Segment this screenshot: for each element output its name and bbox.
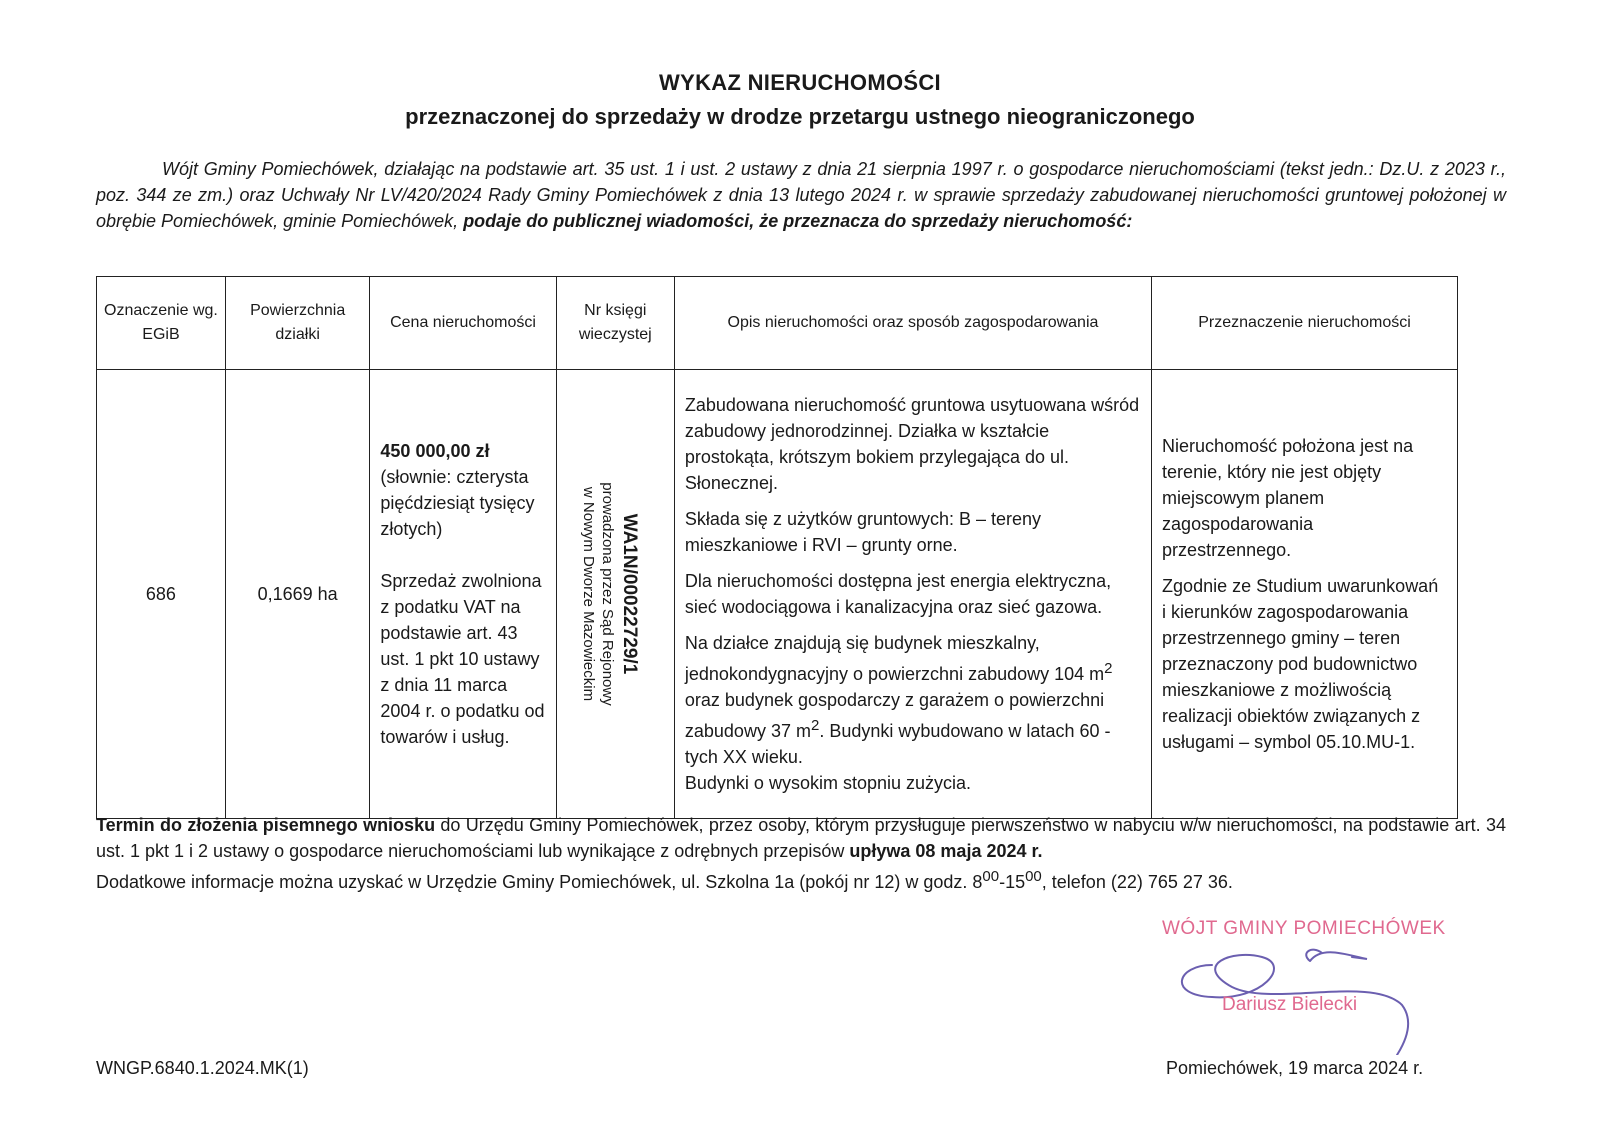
cell-przeznaczenie xyxy=(1152,370,1458,819)
header-ksiega: Nr księgi wieczystej xyxy=(556,277,674,370)
contact-text-3: , telefon (22) 765 27 36. xyxy=(1041,872,1233,892)
price-in-words: (słownie: czterysta pięćdziesiąt tysięcy złotych) xyxy=(380,467,535,539)
superscript-2-b: 2 xyxy=(810,717,820,734)
land-register-vertical xyxy=(579,394,641,794)
footer-info xyxy=(96,812,1506,895)
opis-paragraph-2: Składa się z użytków gruntowych: B – tereny mieszkaniowe i RVI – grunty orne. xyxy=(684,509,1042,555)
cell-ksiega xyxy=(556,370,674,819)
table-header-row xyxy=(97,277,1458,370)
vat-note: Sprzedaż zwolniona z podatku VAT na podstawie art. 43 ust. 1 pkt 10 ustawy z dnia 11 marca 2004 r. o podatku od towarów i usług. xyxy=(380,571,545,747)
deadline-date: upływa 08 maja 2024 r. xyxy=(849,841,1043,861)
opis-paragraph-5: Budynki o wysokim stopniu zużycia. xyxy=(684,773,972,793)
document-title: WYKAZ NIERUCHOMOŚCI xyxy=(659,70,941,95)
opis-paragraph-4 xyxy=(685,630,1141,770)
intro-text: Wójt Gminy Pomiechówek, działając na podstawie art. 35 ust. 1 i ust. 2 ustawy z dnia 21 sierpnia 1997 r. o gospodarce nieruchomościami (tekst jedn.: Dz.U. z 2023 r., poz. 344 ze zm.) oraz Uchwały Nr LV/420/2024 Rady Gminy Pomiechówek z dnia 13 lutego 2024 r. w sprawie sprzedaży zabudowanej nieruchomości gruntowej położonej w obrębie Pomiechówek, gminie Pomiechówek, xyxy=(96,159,1506,231)
cell-opis xyxy=(674,370,1151,819)
intro-bold-text: podaje do publicznej wiadomości, że przeznacza do sprzedaży nieruchomość: xyxy=(463,211,1133,231)
hours-sup-2: 00 xyxy=(1025,868,1042,885)
opis-p4-part1: Na działce znajdują się budynek mieszkalny, jednokondygnacyjny o powierzchni zabudowy 104 m xyxy=(684,633,1105,684)
opis-p4-part3: . Budynki wybudowano w latach 60 -tych XX wieku. xyxy=(684,721,1111,767)
document-reference: WNGP.6840.1.2024.MK(1) xyxy=(96,1058,309,1078)
opis-paragraph-3: Dla nieruchomości dostępna jest energia elektryczna, sieć wodociągowa i kanalizacyjna oraz sieć gazowa. xyxy=(684,571,1112,617)
intro-paragraph xyxy=(96,156,1506,234)
przeznaczenie-paragraph-2: Zgodnie ze Studium uwarunkowań i kierunków zagospodarowania przestrzennego gminy – teren przeznaczony pod budownictwo mieszkaniowe z możliwością realizacji obiektów związanych z usługami – symbol 05.10.MU-1. xyxy=(1162,576,1439,752)
header-cena: Cena nieruchomości xyxy=(370,277,556,370)
przeznaczenie-paragraph-1: Nieruchomość położona jest na terenie, który nie jest objęty miejscowym planem zagospodarowania przestrzennego. xyxy=(1162,436,1414,560)
contact-text-2: -15 xyxy=(999,872,1026,892)
official-stamp: WÓJT GMINY POMIECHÓWEK xyxy=(1162,918,1446,939)
deadline-text: do Urzędu Gminy Pomiechówek, przez osoby, którym przysługuje pierwszeństwo w nabyciu w/w nieruchomości, na podstawie art. 34 ust. 1 pkt 1 i 2 ustawy o gospodarce nieruchomościami lub wynikające z odrębnych przepisów xyxy=(96,815,1506,861)
table-row xyxy=(97,370,1458,819)
document-subtitle: przeznaczonej do sprzedaży w drodze przetargu ustnego nieograniczonego xyxy=(405,104,1195,129)
deadline-label: Termin do złożenia pisemnego wniosku xyxy=(96,815,436,835)
place-and-date: Pomiechówek, 19 marca 2024 r. xyxy=(1166,1058,1424,1078)
signatory-name: Dariusz Bielecki xyxy=(1222,994,1358,1015)
cell-powierzchnia: 0,1669 ha xyxy=(225,370,370,819)
superscript-2: 2 xyxy=(1104,660,1113,677)
cell-oznaczenie: 686 xyxy=(97,370,226,819)
footer-contact xyxy=(96,864,1506,895)
header-oznaczenie: Oznaczenie wg. EGiB xyxy=(97,277,226,370)
header-opis: Opis nieruchomości oraz sposób zagospodarowania xyxy=(674,277,1151,370)
opis-paragraph-1: Zabudowana nieruchomość gruntowa usytuowana wśród zabudowy jednorodzinnej. Działka w kształcie prostokąta, krótszym bokiem przylegająca do ul. Słonecznej. xyxy=(684,395,1140,493)
land-register-court-city: w Nowym Dworze Mazowieckim xyxy=(579,486,597,702)
opis-p4-part2: oraz budynek gospodarczy z garażem o powierzchni zabudowy 37 m xyxy=(684,690,1105,741)
cell-cena xyxy=(370,370,556,819)
footer-deadline xyxy=(96,812,1506,864)
header-przeznaczenie: Przeznaczenie nieruchomości xyxy=(1152,277,1458,370)
hours-sup-1: 00 xyxy=(982,868,1000,885)
land-register-court: prowadzona przez Sąd Rejonowy xyxy=(598,482,616,706)
contact-text-1: Dodatkowe informacje można uzyskać w Urzędzie Gminy Pomiechówek, ul. Szkolna 1a (pokój nr 12) w godz. 8 xyxy=(96,872,983,892)
land-register-number: WA1N/00022729/1 xyxy=(618,513,640,675)
price-value: 450 000,00 zł xyxy=(380,441,490,461)
header-powierzchnia: Powierzchnia działki xyxy=(225,277,370,370)
property-table xyxy=(96,276,1458,819)
